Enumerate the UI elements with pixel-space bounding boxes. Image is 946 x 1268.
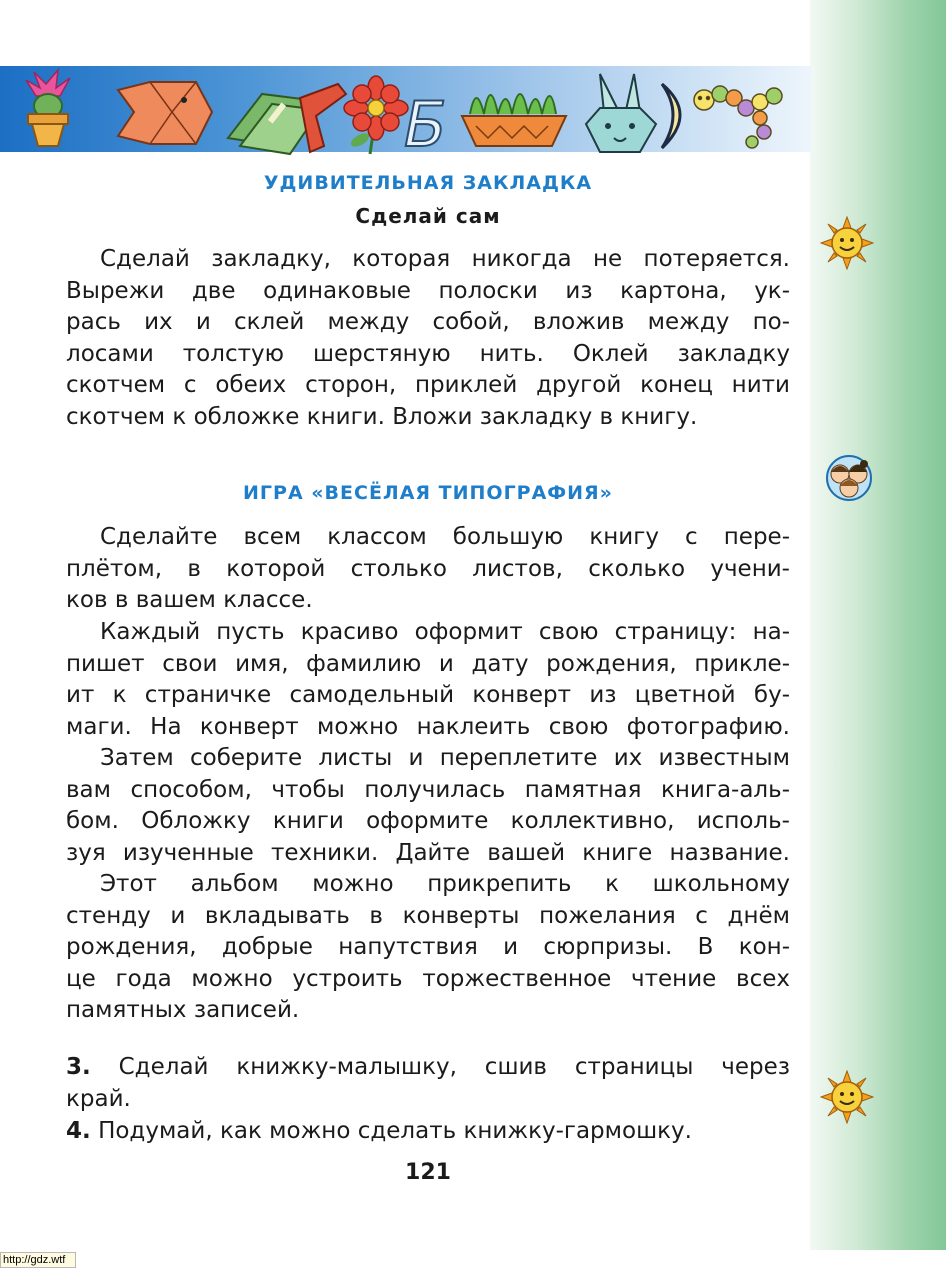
text-line: рождения, добрые напутствия и сюрпризы. В кон- — [66, 934, 790, 960]
game-paragraph-2 — [66, 617, 790, 1027]
text-line: плётом, в которой столько листов, сколько учени- — [66, 555, 790, 582]
children-faces-icon — [822, 452, 876, 502]
text-line: Сделайте всем классом большую книгу с пере- — [100, 524, 790, 550]
text-line: Вырежи две одинаковые полоски из картона, ук- — [66, 277, 790, 304]
banner-letter: Б — [404, 88, 447, 158]
section-heading-bookmark: УДИВИТЕЛЬНАЯ ЗАКЛАДКА — [263, 172, 593, 194]
bead-caterpillar-icon — [694, 86, 782, 148]
text-line: Каждый пусть красиво оформит свою страницу: на- — [100, 619, 790, 645]
text-line: маги. На конверт можно наклеить свою фотографию. — [66, 713, 790, 740]
task-3 — [66, 1052, 790, 1115]
sun-icon — [820, 216, 874, 270]
text-line: ит к страничке самодельный конверт из цветной бу- — [66, 682, 790, 708]
text-line: лосами толстую шерстяную нить. Оклей закладку — [66, 340, 790, 367]
decorative-banner — [0, 66, 812, 158]
text-line: Сделай закладку, которая никогда не потеряется. — [100, 246, 790, 272]
text-line: це года можно устроить торжественное чтение всех — [66, 965, 790, 992]
flower-icon — [344, 76, 408, 154]
watermark-link[interactable]: http://gdz.wtf — [0, 1252, 76, 1268]
text-line: зуя изученные техники. Дайте вашей книге название. — [66, 839, 790, 866]
origami-fish-icon — [118, 82, 212, 144]
bookmark-instructions — [66, 244, 790, 433]
section-subheading: Сделай сам — [355, 204, 501, 228]
text-line: стенду и вкладывать в конверты пожелания с днём — [66, 902, 790, 929]
text-line: рась их и склей между собой, вложив между по- — [66, 309, 790, 335]
text-line: памятных записей. — [66, 997, 300, 1023]
books-icon — [228, 84, 346, 154]
bunny-face-icon — [586, 74, 656, 152]
text-line: пишет свои имя, фамилию и дату рождения, прикле- — [66, 650, 790, 677]
text-line: скотчем с обеих сторон, приклей другой конец нити — [66, 372, 790, 398]
text-line: Подумай, как можно сделать книжку-гармошку. — [98, 1118, 692, 1144]
sun-icon — [820, 1070, 874, 1124]
text-line: Затем соберите листы и переплетите их известным — [100, 745, 790, 771]
task-number: 3. — [66, 1054, 91, 1080]
text-line: Сделай книжку-малышку, сшив страницы через — [118, 1054, 790, 1080]
section-heading-typography-game: ИГРА «ВЕСЁЛАЯ ТИПОГРАФИЯ» — [243, 482, 613, 504]
banner-illustrations — [0, 54, 812, 158]
letter-b-icon — [404, 88, 447, 158]
side-strip — [810, 0, 946, 1250]
page-number: 121 — [405, 1160, 451, 1185]
text-line: скотчем к обложке книги. Вложи закладку в книгу. — [66, 403, 698, 430]
text-line: бом. Обложку книги оформите коллективно, исполь- — [66, 808, 790, 834]
text-line: вам способом, чтобы получилась памятная книга-аль- — [66, 776, 790, 803]
task-number: 4. — [66, 1118, 91, 1144]
crescent-moon-icon — [662, 84, 680, 148]
game-paragraph-1 — [66, 522, 790, 617]
text-line: ков в вашем классе. — [66, 587, 313, 613]
text-line: край. — [66, 1085, 131, 1112]
task-4 — [66, 1116, 790, 1148]
grass-planter-icon — [462, 94, 566, 146]
text-line: Этот альбом можно прикрепить к школьному — [100, 871, 790, 897]
cactus-pot-icon — [26, 70, 70, 146]
